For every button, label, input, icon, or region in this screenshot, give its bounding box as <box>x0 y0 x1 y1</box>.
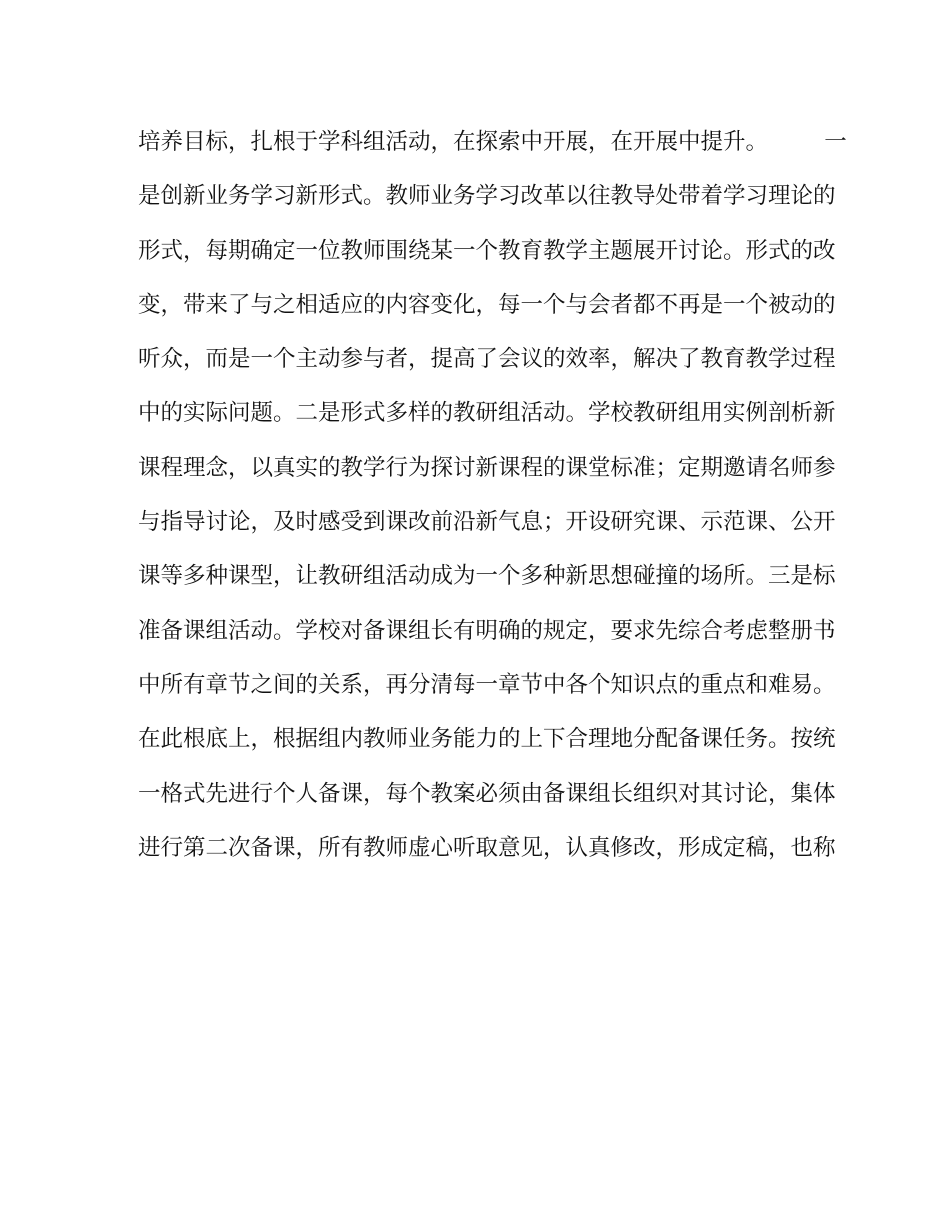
text-line: 形式，每期确定一位教师围绕某一个教育教学主题展开讨论。形式的改 <box>138 237 836 264</box>
text-line: 听众，而是一个主动参与者，提高了会议的效率，解决了教育教学过程 <box>138 346 836 373</box>
text-line: 中所有章节之间的关系，再分清每一章节中各个知识点的重点和难易。 <box>138 671 836 698</box>
text-line: 课程理念，以真实的教学行为探讨新课程的课堂标准；定期邀请名师参 <box>138 454 836 481</box>
text-line: 变，带来了与之相适应的内容变化，每一个与会者都不再是一个被动的 <box>138 291 836 318</box>
text-line: 是创新业务学习新形式。教师业务学习改革以往教导处带着学习理论的 <box>138 183 836 210</box>
text-line: 中的实际问题。二是形式多样的教研组活动。学校教研组用实例剖析新 <box>138 400 836 427</box>
text-line: 进行第二次备课，所有教师虚心听取意见，认真修改，形成定稿，也称 <box>138 834 836 861</box>
text-line: 准备课组活动。学校对备课组长有明确的规定，要求先综合考虑整册书 <box>138 617 836 644</box>
text-line: 课等多种课型，让教研组活动成为一个多种新思想碰撞的场所。三是标 <box>138 563 836 590</box>
body-text <box>138 122 847 882</box>
text-line: 与指导讨论，及时感受到课改前沿新气息；开设研究课、示范课、公开 <box>138 509 836 536</box>
text-line: 培养目标，扎根于学科组活动，在探索中开展，在开展中提升。 一 <box>138 129 847 155</box>
text-line: 在此根底上，根据组内教师业务能力的上下合理地分配备课任务。按统 <box>138 726 836 753</box>
text-line: 一格式先进行个人备课，每个教案必须由备课组长组织对其讨论，集体 <box>138 780 836 807</box>
